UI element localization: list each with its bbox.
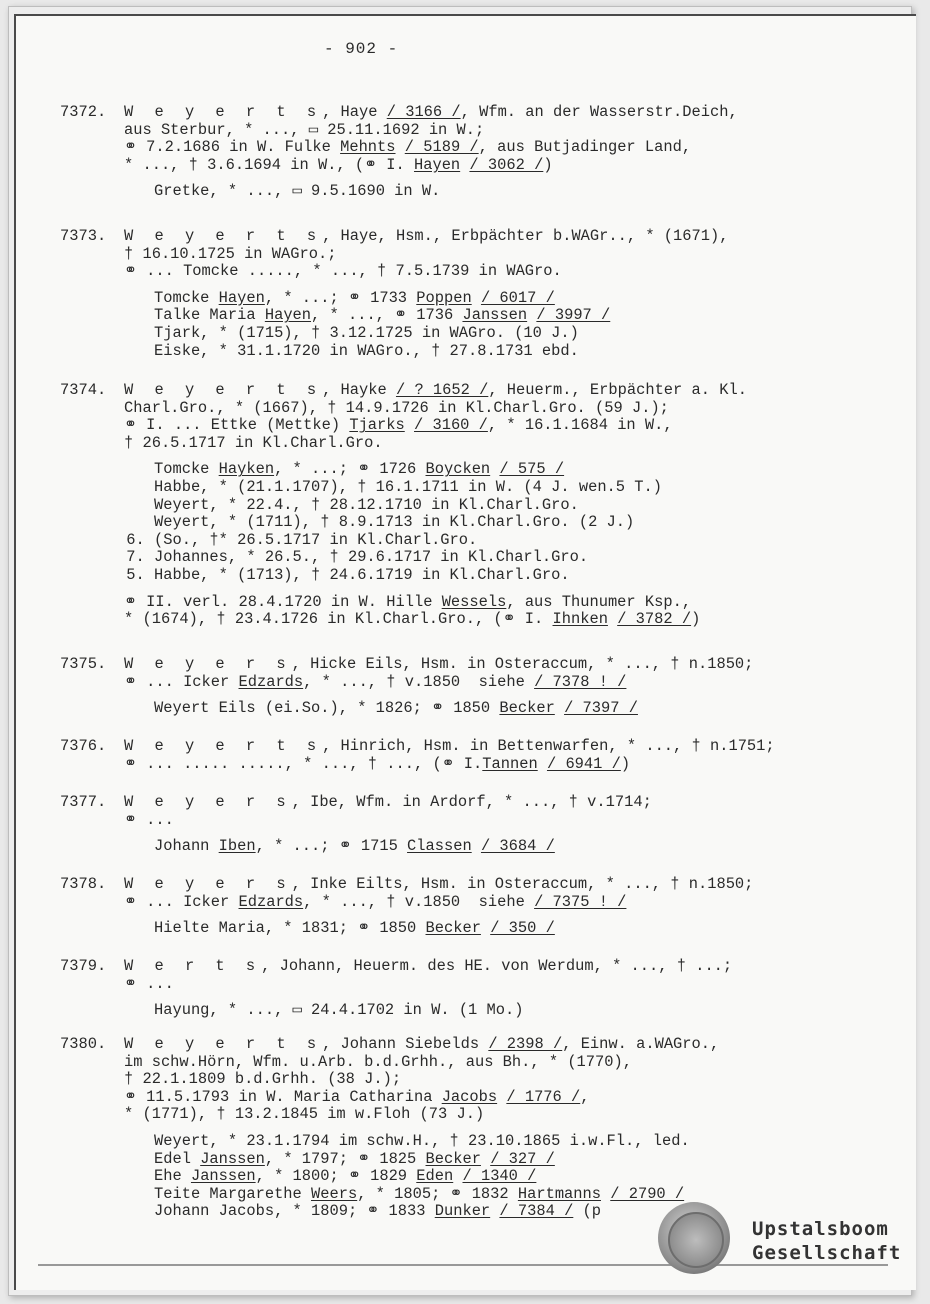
text-run: Tjark, * (1715), † 3.12.1725 in WAGro. (10 J.) [154,323,579,342]
child-line [60,183,880,201]
cross-reference: Iben [218,837,256,856]
cross-reference: Becker [425,919,481,938]
text-run: Gretke, * ..., ▭ 9.5.1690 in W. [154,182,441,201]
entry-number: 7380. [60,1035,107,1053]
cross-reference: Ihnken [552,610,608,629]
entry-line [60,1054,880,1072]
text-run [497,1088,506,1106]
child-line [60,290,880,308]
entry-surname: W e r t s [124,957,262,975]
text-run: ⚭ I. ... Ettke (Mettke) [124,416,350,435]
text-run: , Haye [322,103,387,121]
cross-reference: Hayen [264,306,312,325]
cross-reference: Mehnts [340,138,396,157]
text-run: † 16.10.1725 in WAGro.; [124,244,337,263]
text-run: ) [620,754,631,773]
cross-reference: / 3160 / [414,416,488,435]
text-run [405,416,414,434]
cross-reference: / 327 / [490,1149,555,1168]
child-line [60,838,880,856]
entry-line [60,246,880,264]
text-run: Tomcke [154,460,219,479]
cross-reference: / 7375 ! / [534,892,627,911]
text-run [555,699,564,717]
child-line [60,307,880,325]
genealogy-entry [60,876,880,938]
cross-reference: Hayen [413,155,461,174]
text-run: , * ...; ⚭ 1715 [255,837,408,856]
entry-line [60,1071,880,1089]
entry-line [60,263,880,281]
entry-number: 7377. [60,793,107,811]
logo-text-line1: Upstalsboom [752,1218,889,1240]
entry-line [60,894,880,912]
text-run: ⚭ ... Tomcke ....., * ..., † 7.5.1739 in WAGro. [124,262,562,281]
genealogy-entry [60,1036,880,1221]
child-line [60,1168,880,1186]
text-run: , Ibe, Wfm. in Ardorf, * ..., † v.1714; [291,793,652,811]
entry-line [60,611,880,629]
entry-line [60,958,880,976]
entry-number: 7373. [60,227,107,245]
child-line [60,1151,880,1169]
entry-line [60,139,880,157]
text-run: ⚭ ... Icker [124,672,239,691]
entry-number: 7372. [60,103,107,121]
text-run: Charl.Gro., * (1667), † 14.9.1726 in Kl.Charl.Gro. (59 J.); [124,398,669,417]
cross-reference: / 2790 / [610,1184,685,1203]
text-run: , Haye, Hsm., Erbpächter b.WAGr.., * (1671), [322,227,729,245]
cross-reference: / 6941 / [546,754,621,773]
text-run: Habbe, * (21.1.1707), † 16.1.1711 in W. (4 J. wen.5 T.) [154,477,662,496]
cross-reference: / 3782 / [617,610,692,629]
cross-reference: Edzards [238,892,304,911]
text-run: , Inke Eilts, Hsm. in Osteraccum, * ..., † n.1850; [291,875,754,893]
cross-reference: Jacobs [441,1087,498,1106]
entry-line [60,738,880,756]
entry-line [60,1089,880,1107]
child-line [60,479,880,497]
entry-surname: W e y e r s [124,793,292,811]
text-run: Hielte Maria, * 1831; ⚭ 1850 [154,919,426,938]
text-run: † 26.5.1717 in Kl.Charl.Gro. [124,433,383,452]
cross-reference: Becker [425,1149,481,1168]
child-line [60,1133,880,1151]
seal-emblem-icon [658,1202,730,1274]
text-run: ⚭ 11.5.1793 in W. Maria Catharina [124,1087,442,1106]
cross-reference: / ? 1652 / [395,381,489,399]
entry-line [60,674,880,692]
cross-reference: Tjarks [349,416,405,435]
text-run: ⚭ ... [124,974,174,993]
text-run: * (1771), † 13.2.1845 im w.Floh (73 J.) [124,1105,485,1124]
genealogy-entry [60,382,880,629]
text-run: Eiske, * 31.1.1720 in WAGro., † 27.8.1731 ebd. [154,341,579,360]
text-run: , aus Butjadinger Land, [478,138,692,157]
cross-reference: / 1776 / [506,1087,581,1106]
child-line [60,343,880,361]
text-run: Weyert, * 22.4., † 28.12.1710 in Kl.Charl.Gro. [154,495,579,514]
cross-reference: / 7397 / [564,699,638,718]
text-run [601,1185,610,1203]
text-run [396,138,405,156]
entry-surname: W e y e r t s [124,227,323,245]
entry-line [60,104,880,122]
entry-surname: W e y e r t s [124,103,323,121]
cross-reference: Dunker [434,1202,491,1221]
child-line [60,461,880,479]
cross-reference: / 1340 / [462,1167,537,1186]
cross-reference: / 3997 / [536,306,611,325]
text-run: ) [691,610,701,629]
child-line [60,1002,880,1020]
text-run: , Johann, Heuerm. des HE. von Werdum, * ..., † ...; [261,957,733,975]
cross-reference: / 7378 ! / [534,672,627,691]
genealogy-entry [60,228,880,360]
cross-reference: / 5189 / [404,138,479,157]
text-run: , * ...; ⚭ 1726 [274,460,426,479]
text-run: ⚭ ... ..... ....., * ..., † ..., (⚭ I. [124,754,483,773]
entry-surname: W e y e r s [124,655,292,673]
genealogy-entry [60,738,880,773]
cross-reference: Hayken [218,460,275,479]
entry-line [60,756,880,774]
cross-reference: Poppen [416,288,472,307]
text-run: Johann Jacobs, * 1809; ⚭ 1833 [154,1202,435,1221]
entry-surname: W e y e r t s [124,1035,323,1053]
entry-number: 7378. [60,875,107,893]
text-run: , [580,1087,590,1106]
cross-reference: / 3166 / [386,103,461,121]
entry-surname: W e y e r s [124,875,292,893]
cross-reference: / 350 / [490,919,555,938]
entry-line [60,812,880,830]
text-run: , * 1805; ⚭ 1832 [357,1184,518,1203]
entry-line [60,656,880,674]
text-run: Weyert Eils (ei.So.), * 1826; ⚭ 1850 [154,699,500,718]
child-index: 7. [126,548,154,567]
text-run: ⚭ II. verl. 28.4.1720 in W. Hille [124,592,442,611]
cross-reference: Janssen [462,306,528,325]
text-run: , Heuerm., Erbpächter a. Kl. [488,381,747,399]
entry-line [60,1106,880,1124]
page-number: - 902 - [324,40,399,58]
cross-reference: Hayen [218,288,265,307]
text-run: † 22.1.1809 b.d.Grhh. (38 J.); [124,1070,402,1089]
text-run: im schw.Hörn, Wfm. u.Arb. b.d.Grhh., aus Bh., * (1770), [124,1052,632,1071]
text-run [481,1150,490,1168]
genealogy-entry [60,794,880,856]
cross-reference: / 2398 / [488,1035,563,1053]
text-run: , aus Thunumer Ksp., [506,592,692,611]
child-line [60,532,880,550]
cross-reference: Eden [416,1167,454,1186]
text-run: , Hinrich, Hsm. in Bettenwarfen, * ..., † n.1751; [322,737,775,755]
text-run: ⚭ 7.2.1686 in W. Fulke [124,138,341,157]
cross-reference: Becker [499,699,555,718]
entry-line [60,417,880,435]
text-run [472,289,481,307]
text-run: Johannes, * 26.5., † 29.6.1717 in Kl.Charl.Gro. [154,548,589,567]
text-run: , * 1800; ⚭ 1829 [255,1167,417,1186]
child-line [60,920,880,938]
text-run: ⚭ ... [124,810,174,829]
cross-reference: Hartmanns [517,1184,601,1203]
cross-reference: Janssen [200,1149,265,1168]
cross-reference: Tannen [482,754,538,773]
text-run [527,306,536,324]
entry-line [60,382,880,400]
genealogy-entry [60,656,880,718]
cross-reference: Janssen [190,1167,256,1186]
text-run: Teite Margarethe [154,1184,312,1203]
text-run: Talke Maria [154,306,265,325]
cross-reference: / 7384 / [499,1202,574,1221]
child-line [60,325,880,343]
cross-reference: Boycken [425,460,491,479]
text-run: aus Sterbur, * ..., ▭ 25.11.1692 in W.; [124,120,485,139]
cross-reference: / 3684 / [480,837,555,856]
text-run [472,837,481,855]
entry-number: 7379. [60,957,107,975]
child-line [60,514,880,532]
entry-number: 7374. [60,381,107,399]
child-line [60,700,880,718]
entry-number: 7376. [60,737,107,755]
text-run: * ..., † 3.6.1694 in W., (⚭ I. [124,155,414,174]
text-run: Weyert, * 23.1.1794 im schw.H., † 23.10.1865 i.w.Fl., led. [154,1131,690,1150]
entry-line [60,400,880,418]
text-run: Ehe [154,1167,191,1186]
text-run: , Hicke Eils, Hsm. in Osteraccum, * ..., † n.1850; [291,655,754,673]
text-run: , * ..., † v.1850 siehe [303,892,535,911]
cross-reference: / 575 / [499,460,565,479]
text-run [538,755,547,773]
entry-line [60,228,880,246]
cross-reference: / 3062 / [469,155,544,174]
text-run: Johann [154,837,219,856]
text-run: , * 1797; ⚭ 1825 [264,1149,426,1168]
text-run [608,610,617,628]
entry-line [60,122,880,140]
cross-reference: Classen [407,837,472,856]
text-run: , Johann Siebelds [322,1035,489,1053]
text-run: , Hayke [322,381,396,399]
cross-reference: / 6017 / [480,288,555,307]
cross-reference: Edzards [238,672,304,691]
child-index: 6. [126,530,154,549]
upstalsboom-logo [658,1198,908,1278]
entry-line [60,794,880,812]
text-run: , * 16.1.1684 in W., [487,416,673,435]
entry-line [60,876,880,894]
entry-line [60,976,880,994]
text-run: ⚭ ... Icker [124,892,239,911]
text-run: (So., †* 26.5.1717 in Kl.Charl.Gro. [154,530,478,549]
logo-text-line2: Gesellschaft [752,1242,902,1264]
child-line [60,567,880,585]
cross-reference: Weers [311,1184,358,1203]
text-run: Weyert, * (1711), † 8.9.1713 in Kl.Charl.Gro. (2 J.) [154,513,635,532]
text-run: Tomcke [154,288,219,307]
entry-line [60,594,880,612]
genealogy-entry [60,104,880,201]
text-run: , * ..., ⚭ 1736 [311,306,463,325]
entry-line [60,1036,880,1054]
text-run: Habbe, * (1713), † 24.6.1719 in Kl.Charl.Gro. [154,565,570,584]
text-run: ) [543,155,553,174]
text-run: Edel [154,1149,201,1168]
cross-reference: Wessels [441,592,507,611]
entry-line [60,157,880,175]
genealogy-entry [60,958,880,1020]
child-line [60,549,880,567]
text-run: Hayung, * ..., ▭ 24.4.1702 in W. (1 Mo.) [154,1001,524,1020]
text-run: (p [573,1202,602,1221]
text-run [481,919,490,937]
child-index: 5. [126,565,154,584]
text-run: , Einw. a.WAGro., [562,1035,720,1053]
text-run: * (1674), † 23.4.1726 in Kl.Charl.Gro., (⚭ I. [124,610,553,629]
entry-surname: W e y e r t s [124,381,323,399]
entry-line [60,435,880,453]
child-line [60,497,880,515]
entry-surname: W e y e r t s [124,737,323,755]
entry-number: 7375. [60,655,107,673]
text-run: , Wfm. an der Wasserstr.Deich, [460,103,738,121]
text-run: , * ..., † v.1850 siehe [303,672,535,691]
text-run: , * ...; ⚭ 1733 [264,288,417,307]
